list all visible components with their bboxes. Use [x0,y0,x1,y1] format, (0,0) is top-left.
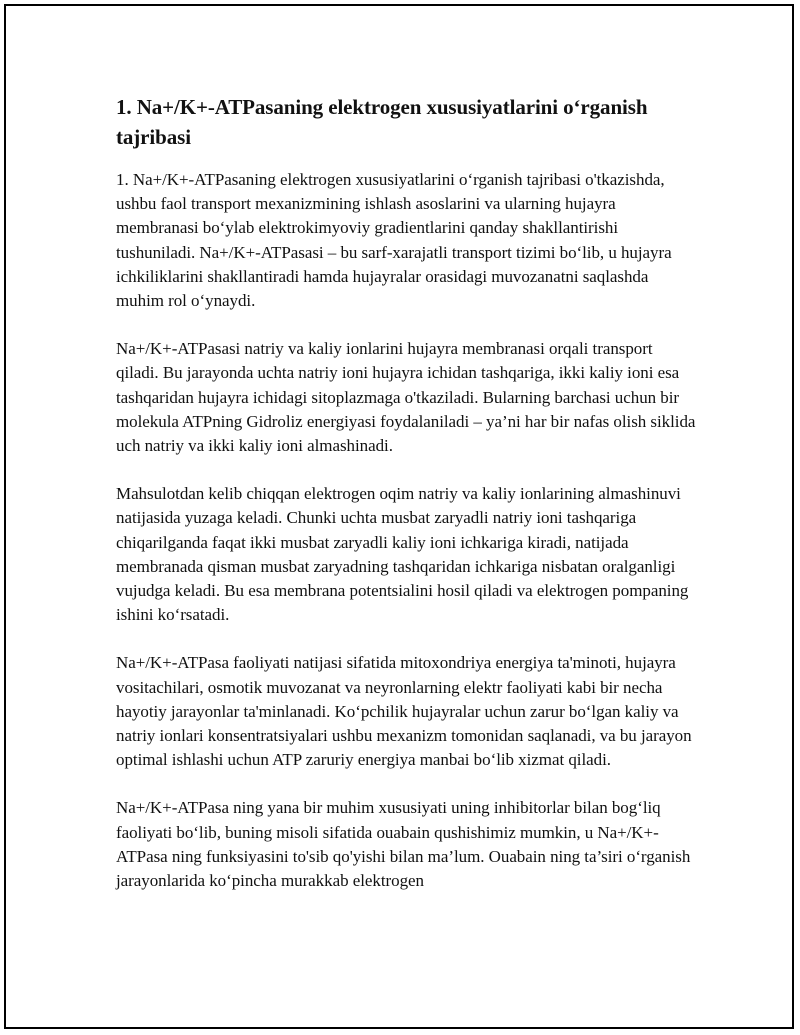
document-body [116,92,696,917]
paragraph-1: 1. Na+/K+-ATPasaning elektrogen xususiyatlarini o‘rganish tajribasi o'tkazishda, ushbu faol transport mexanizmining ishlash asoslarini va ularning hujayra membranasi bo‘ylab elektrokimyoviy gradientlarini qanday shakllantirishi tushuniladi. Na+/K+-ATPasasi – bu sarf-xarajatli transport tizimi bo‘lib, u hujayra ichkiliklarini shakllantiradi hamda hujayralar orasidagi muvozanatni saqlashda muhim rol o‘ynaydi. [116,170,672,311]
document-title: 1. Na+/K+-ATPasaning elektrogen xususiyatlarini o‘rganish tajribasi [116,95,648,149]
paragraph-2: Na+/K+-ATPasasi natriy va kaliy ionlarini hujayra membranasi orqali transport qiladi. Bu jarayonda uchta natriy ioni hujayra ichidan tashqariga, ikki kaliy ioni esa tashqaridan hujayra ichidagi sitoplazmaga o'tkaziladi. Bularning barchasi uchun bir molekula ATPning Gidroliz energiyasi foydalaniladi – ya’ni har bir nafas olish siklida uch natriy va ikki kaliy ioni almashinadi. [116,339,696,456]
paragraph-3: Mahsulotdan kelib chiqqan elektrogen oqim natriy va kaliy ionlarining almashinuvi natijasida yuzaga keladi. Chunki uchta musbat zaryadli natriy ioni tashqariga chiqarilganda faqat ikki musbat zaryadli kaliy ioni ichkariga kiradi, natijada membranada qisman musbat zaryadning tashqaridan ichkariga nisbatan oralganligi vujudga keladi. Bu esa membrana potentsialini hosil qiladi va elektrogen pompaning ishini ko‘rsatadi. [116,484,689,625]
paragraph-5: Na+/K+-ATPasa ning yana bir muhim xususiyati uning inhibitorlar bilan bog‘liq faoliyati bo‘lib, buning misoli sifatida ouabain qushishimiz mumkin, u Na+/K+-ATPasa ning funksiyasini to'sib qo'yishi bilan ma’lum. Ouabain ning ta’siri o‘rganish jarayonlarida ko‘pincha murakkab elektrogen [116,798,691,891]
paragraph-4: Na+/K+-ATPasa faoliyati natijasi sifatida mitoxondriya energiya ta'minoti, hujayra vositachilari, osmotik muvozanat va neyronlarning elektr faoliyati kabi bir necha hayotiy jarayonlar ta'minlanadi. Ko‘pchilik hujayralar uchun zarur bo‘lgan kaliy va natriy ionlari konsentratsiyalari ushbu mexanizm tomonidan saqlanadi, va bu jarayon optimal ishlashi uchun ATP zaruriy energiya manbai bo‘lib xizmat qiladi. [116,653,692,770]
